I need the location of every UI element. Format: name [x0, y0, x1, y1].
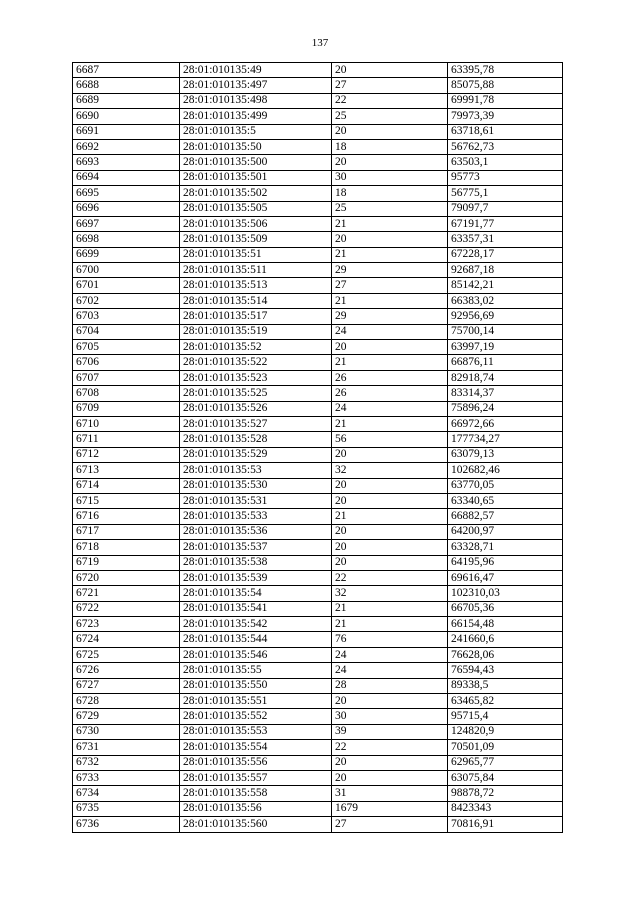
- cadastral-number-cell: 28:01:010135:529: [180, 447, 332, 462]
- row-number-cell: 6722: [73, 601, 180, 616]
- area-cell: 30: [332, 709, 448, 724]
- row-number-cell: 6715: [73, 493, 180, 508]
- area-cell: 21: [332, 293, 448, 308]
- table-row: [73, 432, 563, 447]
- value-cell: 76594,43: [448, 663, 563, 678]
- area-cell: 24: [332, 647, 448, 662]
- value-cell: 63357,31: [448, 232, 563, 247]
- row-number-cell: 6713: [73, 463, 180, 478]
- cadastral-number-cell: 28:01:010135:502: [180, 186, 332, 201]
- cadastral-number-cell: 28:01:010135:55: [180, 663, 332, 678]
- area-cell: 21: [332, 216, 448, 231]
- table-row: [73, 478, 563, 493]
- value-cell: 63770,05: [448, 478, 563, 493]
- table-row: [73, 770, 563, 785]
- cadastral-number-cell: 28:01:010135:499: [180, 109, 332, 124]
- value-cell: 102682,46: [448, 463, 563, 478]
- table-body: [73, 63, 563, 833]
- cadastral-number-cell: 28:01:010135:538: [180, 555, 332, 570]
- row-number-cell: 6725: [73, 647, 180, 662]
- area-cell: 1679: [332, 801, 448, 816]
- row-number-cell: 6732: [73, 755, 180, 770]
- area-cell: 56: [332, 432, 448, 447]
- area-cell: 21: [332, 509, 448, 524]
- cadastral-number-cell: 28:01:010135:506: [180, 216, 332, 231]
- table-row: [73, 63, 563, 78]
- cadastral-number-cell: 28:01:010135:560: [180, 817, 332, 832]
- table-row: [73, 786, 563, 801]
- area-cell: 18: [332, 139, 448, 154]
- area-cell: 26: [332, 386, 448, 401]
- table-row: [73, 340, 563, 355]
- area-cell: 21: [332, 355, 448, 370]
- cadastral-number-cell: 28:01:010135:505: [180, 201, 332, 216]
- area-cell: 29: [332, 309, 448, 324]
- row-number-cell: 6700: [73, 263, 180, 278]
- cadastral-number-cell: 28:01:010135:522: [180, 355, 332, 370]
- area-cell: 24: [332, 401, 448, 416]
- row-number-cell: 6699: [73, 247, 180, 262]
- cadastral-number-cell: 28:01:010135:50: [180, 139, 332, 154]
- cadastral-number-cell: 28:01:010135:533: [180, 509, 332, 524]
- value-cell: 63503,1: [448, 155, 563, 170]
- row-number-cell: 6710: [73, 416, 180, 431]
- row-number-cell: 6724: [73, 632, 180, 647]
- value-cell: 63075,84: [448, 770, 563, 785]
- page-number: 137: [311, 37, 329, 49]
- row-number-cell: 6691: [73, 124, 180, 139]
- value-cell: 66705,36: [448, 601, 563, 616]
- table-row: [73, 309, 563, 324]
- value-cell: 79973,39: [448, 109, 563, 124]
- cadastral-number-cell: 28:01:010135:541: [180, 601, 332, 616]
- value-cell: 63079,13: [448, 447, 563, 462]
- cadastral-number-cell: 28:01:010135:56: [180, 801, 332, 816]
- area-cell: 39: [332, 724, 448, 739]
- area-cell: 76: [332, 632, 448, 647]
- value-cell: 95715,4: [448, 709, 563, 724]
- row-number-cell: 6730: [73, 724, 180, 739]
- value-cell: 92956,69: [448, 309, 563, 324]
- row-number-cell: 6723: [73, 617, 180, 632]
- area-cell: 26: [332, 370, 448, 385]
- row-number-cell: 6705: [73, 340, 180, 355]
- cadastral-number-cell: 28:01:010135:527: [180, 416, 332, 431]
- area-cell: 18: [332, 186, 448, 201]
- value-cell: 75700,14: [448, 324, 563, 339]
- value-cell: 63718,61: [448, 124, 563, 139]
- area-cell: 21: [332, 601, 448, 616]
- area-cell: 21: [332, 247, 448, 262]
- table-row: [73, 817, 563, 832]
- table-row: [73, 447, 563, 462]
- cadastral-number-cell: 28:01:010135:536: [180, 524, 332, 539]
- table-row: [73, 263, 563, 278]
- table-row: [73, 493, 563, 508]
- row-number-cell: 6696: [73, 201, 180, 216]
- row-number-cell: 6735: [73, 801, 180, 816]
- table-row: [73, 186, 563, 201]
- cadastral-number-cell: 28:01:010135:498: [180, 93, 332, 108]
- row-number-cell: 6729: [73, 709, 180, 724]
- value-cell: 70816,91: [448, 817, 563, 832]
- row-number-cell: 6731: [73, 740, 180, 755]
- cadastral-number-cell: 28:01:010135:5: [180, 124, 332, 139]
- cadastral-number-cell: 28:01:010135:528: [180, 432, 332, 447]
- table-row: [73, 617, 563, 632]
- table-row: [73, 216, 563, 231]
- cadastral-number-cell: 28:01:010135:550: [180, 678, 332, 693]
- row-number-cell: 6701: [73, 278, 180, 293]
- table-row: [73, 201, 563, 216]
- cadastral-number-cell: 28:01:010135:51: [180, 247, 332, 262]
- table-row: [73, 78, 563, 93]
- row-number-cell: 6692: [73, 139, 180, 154]
- table-row: [73, 278, 563, 293]
- area-cell: 20: [332, 694, 448, 709]
- row-number-cell: 6720: [73, 570, 180, 585]
- table-row: [73, 416, 563, 431]
- table-row: [73, 632, 563, 647]
- cadastral-number-cell: 28:01:010135:542: [180, 617, 332, 632]
- area-cell: 20: [332, 340, 448, 355]
- row-number-cell: 6717: [73, 524, 180, 539]
- area-cell: 24: [332, 663, 448, 678]
- cadastral-number-cell: 28:01:010135:523: [180, 370, 332, 385]
- value-cell: 66876,11: [448, 355, 563, 370]
- value-cell: 63465,82: [448, 694, 563, 709]
- value-cell: 66972,66: [448, 416, 563, 431]
- cadastral-number-cell: 28:01:010135:539: [180, 570, 332, 585]
- area-cell: 29: [332, 263, 448, 278]
- cadastral-number-cell: 28:01:010135:54: [180, 586, 332, 601]
- table-row: [73, 586, 563, 601]
- cadastral-number-cell: 28:01:010135:501: [180, 170, 332, 185]
- table-row: [73, 247, 563, 262]
- table-row: [73, 555, 563, 570]
- table-row: [73, 155, 563, 170]
- area-cell: 31: [332, 786, 448, 801]
- table-row: [73, 540, 563, 555]
- table-row: [73, 463, 563, 478]
- value-cell: 89338,5: [448, 678, 563, 693]
- value-cell: 95773: [448, 170, 563, 185]
- row-number-cell: 6726: [73, 663, 180, 678]
- cadastral-number-cell: 28:01:010135:517: [180, 309, 332, 324]
- cadastral-number-cell: 28:01:010135:544: [180, 632, 332, 647]
- row-number-cell: 6719: [73, 555, 180, 570]
- area-cell: 25: [332, 201, 448, 216]
- table-row: [73, 293, 563, 308]
- row-number-cell: 6716: [73, 509, 180, 524]
- area-cell: 20: [332, 155, 448, 170]
- cadastral-number-cell: 28:01:010135:554: [180, 740, 332, 755]
- cadastral-number-cell: 28:01:010135:552: [180, 709, 332, 724]
- value-cell: 92687,18: [448, 263, 563, 278]
- row-number-cell: 6693: [73, 155, 180, 170]
- value-cell: 8423343: [448, 801, 563, 816]
- row-number-cell: 6727: [73, 678, 180, 693]
- area-cell: 20: [332, 540, 448, 555]
- table-row: [73, 93, 563, 108]
- row-number-cell: 6711: [73, 432, 180, 447]
- cadastral-number-cell: 28:01:010135:546: [180, 647, 332, 662]
- value-cell: 63340,65: [448, 493, 563, 508]
- area-cell: 27: [332, 78, 448, 93]
- row-number-cell: 6728: [73, 694, 180, 709]
- cadastral-number-cell: 28:01:010135:537: [180, 540, 332, 555]
- value-cell: 63395,78: [448, 63, 563, 78]
- value-cell: 67228,17: [448, 247, 563, 262]
- cadastral-number-cell: 28:01:010135:557: [180, 770, 332, 785]
- cadastral-number-cell: 28:01:010135:497: [180, 78, 332, 93]
- value-cell: 64195,96: [448, 555, 563, 570]
- area-cell: 22: [332, 570, 448, 585]
- row-number-cell: 6707: [73, 370, 180, 385]
- data-table: [72, 62, 563, 833]
- row-number-cell: 6703: [73, 309, 180, 324]
- row-number-cell: 6706: [73, 355, 180, 370]
- row-number-cell: 6687: [73, 63, 180, 78]
- value-cell: 63997,19: [448, 340, 563, 355]
- table-row: [73, 601, 563, 616]
- value-cell: 62965,77: [448, 755, 563, 770]
- value-cell: 83314,37: [448, 386, 563, 401]
- value-cell: 177734,27: [448, 432, 563, 447]
- table-row: [73, 647, 563, 662]
- value-cell: 69616,47: [448, 570, 563, 585]
- table-row: [73, 755, 563, 770]
- value-cell: 63328,71: [448, 540, 563, 555]
- value-cell: 241660,6: [448, 632, 563, 647]
- value-cell: 70501,09: [448, 740, 563, 755]
- table-row: [73, 370, 563, 385]
- value-cell: 66383,02: [448, 293, 563, 308]
- area-cell: 20: [332, 555, 448, 570]
- row-number-cell: 6704: [73, 324, 180, 339]
- area-cell: 22: [332, 740, 448, 755]
- row-number-cell: 6702: [73, 293, 180, 308]
- value-cell: 98878,72: [448, 786, 563, 801]
- cadastral-number-cell: 28:01:010135:531: [180, 493, 332, 508]
- area-cell: 27: [332, 817, 448, 832]
- row-number-cell: 6718: [73, 540, 180, 555]
- row-number-cell: 6721: [73, 586, 180, 601]
- area-cell: 20: [332, 232, 448, 247]
- area-cell: 20: [332, 493, 448, 508]
- table-row: [73, 801, 563, 816]
- cadastral-number-cell: 28:01:010135:553: [180, 724, 332, 739]
- area-cell: 32: [332, 463, 448, 478]
- area-cell: 30: [332, 170, 448, 185]
- table-row: [73, 170, 563, 185]
- table-row: [73, 139, 563, 154]
- cadastral-number-cell: 28:01:010135:513: [180, 278, 332, 293]
- cadastral-number-cell: 28:01:010135:53: [180, 463, 332, 478]
- table-row: [73, 509, 563, 524]
- row-number-cell: 6690: [73, 109, 180, 124]
- cadastral-number-cell: 28:01:010135:526: [180, 401, 332, 416]
- table-row: [73, 678, 563, 693]
- area-cell: 20: [332, 755, 448, 770]
- row-number-cell: 6709: [73, 401, 180, 416]
- cadastral-number-cell: 28:01:010135:551: [180, 694, 332, 709]
- row-number-cell: 6712: [73, 447, 180, 462]
- row-number-cell: 6736: [73, 817, 180, 832]
- row-number-cell: 6694: [73, 170, 180, 185]
- area-cell: 27: [332, 278, 448, 293]
- table-row: [73, 663, 563, 678]
- row-number-cell: 6689: [73, 93, 180, 108]
- area-cell: 32: [332, 586, 448, 601]
- value-cell: 56775,1: [448, 186, 563, 201]
- table-row: [73, 401, 563, 416]
- value-cell: 69991,78: [448, 93, 563, 108]
- table-row: [73, 694, 563, 709]
- table-row: [73, 740, 563, 755]
- table-row: [73, 124, 563, 139]
- area-cell: 22: [332, 93, 448, 108]
- area-cell: 20: [332, 770, 448, 785]
- cadastral-number-cell: 28:01:010135:525: [180, 386, 332, 401]
- cadastral-number-cell: 28:01:010135:514: [180, 293, 332, 308]
- cadastral-number-cell: 28:01:010135:519: [180, 324, 332, 339]
- table-row: [73, 524, 563, 539]
- table-row: [73, 386, 563, 401]
- area-cell: 20: [332, 447, 448, 462]
- value-cell: 66154,48: [448, 617, 563, 632]
- table-row: [73, 570, 563, 585]
- table-row: [73, 724, 563, 739]
- cadastral-number-cell: 28:01:010135:556: [180, 755, 332, 770]
- value-cell: 76628,06: [448, 647, 563, 662]
- cadastral-number-cell: 28:01:010135:500: [180, 155, 332, 170]
- value-cell: 79097,7: [448, 201, 563, 216]
- area-cell: 20: [332, 124, 448, 139]
- area-cell: 21: [332, 617, 448, 632]
- table-row: [73, 709, 563, 724]
- value-cell: 56762,73: [448, 139, 563, 154]
- value-cell: 64200,97: [448, 524, 563, 539]
- value-cell: 75896,24: [448, 401, 563, 416]
- table-row: [73, 355, 563, 370]
- value-cell: 124820,9: [448, 724, 563, 739]
- value-cell: 66882,57: [448, 509, 563, 524]
- value-cell: 85075,88: [448, 78, 563, 93]
- cadastral-number-cell: 28:01:010135:511: [180, 263, 332, 278]
- row-number-cell: 6734: [73, 786, 180, 801]
- area-cell: 20: [332, 478, 448, 493]
- value-cell: 85142,21: [448, 278, 563, 293]
- row-number-cell: 6708: [73, 386, 180, 401]
- area-cell: 28: [332, 678, 448, 693]
- row-number-cell: 6688: [73, 78, 180, 93]
- cadastral-number-cell: 28:01:010135:530: [180, 478, 332, 493]
- cadastral-number-cell: 28:01:010135:49: [180, 63, 332, 78]
- cadastral-number-cell: 28:01:010135:509: [180, 232, 332, 247]
- row-number-cell: 6697: [73, 216, 180, 231]
- cadastral-number-cell: 28:01:010135:558: [180, 786, 332, 801]
- value-cell: 82918,74: [448, 370, 563, 385]
- area-cell: 20: [332, 524, 448, 539]
- table-row: [73, 109, 563, 124]
- area-cell: 21: [332, 416, 448, 431]
- cadastral-number-cell: 28:01:010135:52: [180, 340, 332, 355]
- table-row: [73, 232, 563, 247]
- area-cell: 24: [332, 324, 448, 339]
- table-row: [73, 324, 563, 339]
- value-cell: 102310,03: [448, 586, 563, 601]
- row-number-cell: 6714: [73, 478, 180, 493]
- value-cell: 67191,77: [448, 216, 563, 231]
- row-number-cell: 6698: [73, 232, 180, 247]
- row-number-cell: 6695: [73, 186, 180, 201]
- area-cell: 20: [332, 63, 448, 78]
- row-number-cell: 6733: [73, 770, 180, 785]
- area-cell: 25: [332, 109, 448, 124]
